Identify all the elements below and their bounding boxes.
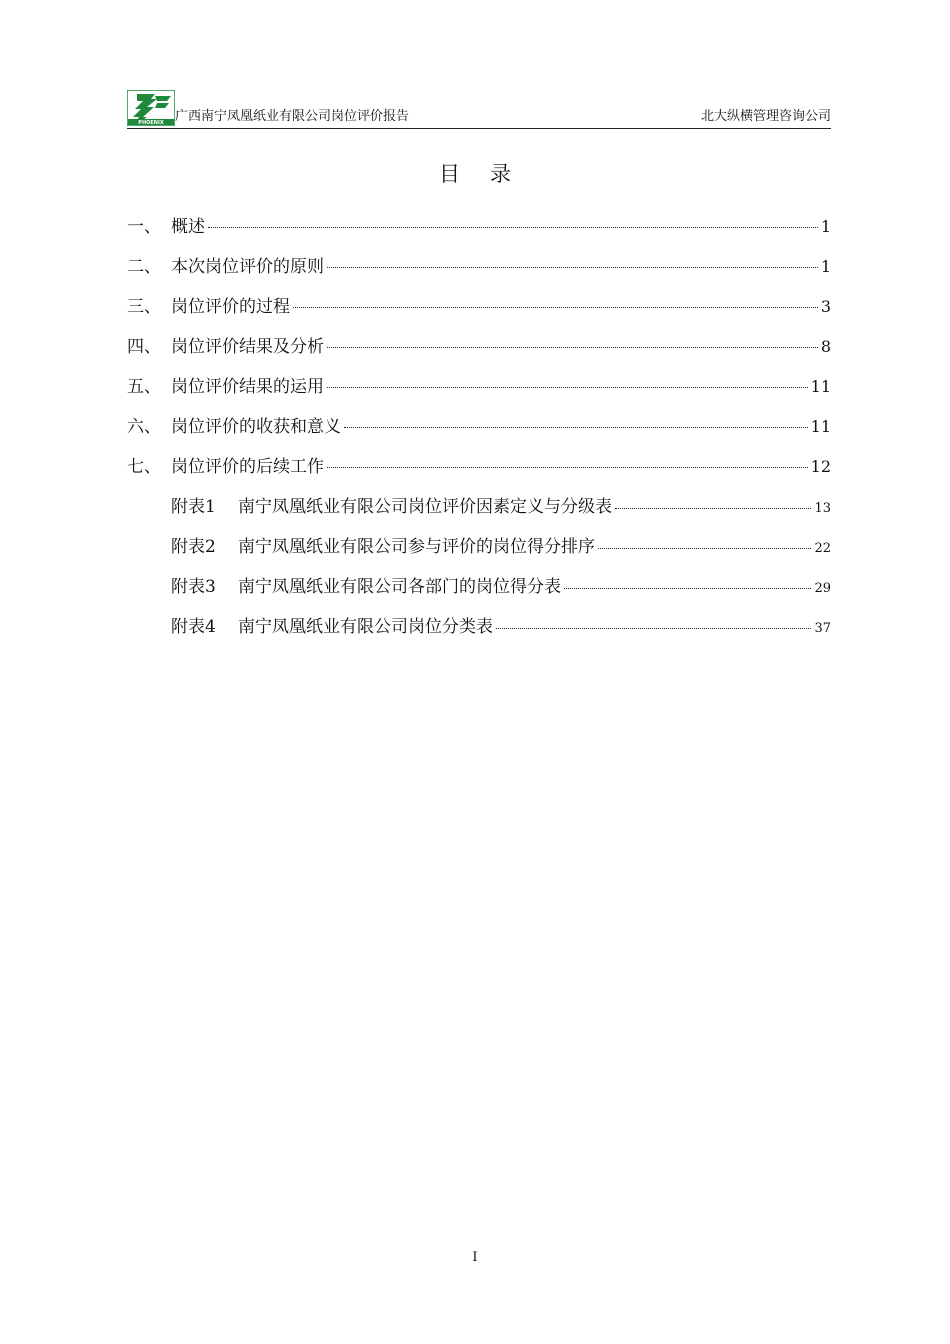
toc-appendix-label: 南宁凤凰纸业有限公司岗位评价因素定义与分级表 [238, 497, 612, 517]
toc-appendix-prefix: 附表4 [171, 617, 216, 637]
toc-entry[interactable] [127, 452, 831, 492]
toc-entry-label: 概述 [171, 217, 205, 237]
dot-leader [327, 467, 808, 468]
toc-appendix-entry[interactable] [127, 492, 831, 532]
table-of-contents [127, 212, 831, 652]
toc-entry-label: 本次岗位评价的原则 [171, 257, 324, 277]
logo-text: PHOENIX [138, 120, 164, 126]
toc-entry[interactable] [127, 412, 831, 452]
dot-leader [344, 427, 808, 428]
header-report-title: 广西南宁凤凰纸业有限公司岗位评价报告 [175, 109, 410, 124]
toc-entry-label: 岗位评价的过程 [171, 297, 290, 317]
dot-leader [327, 347, 818, 348]
toc-entry[interactable] [127, 252, 831, 292]
toc-appendix-entry[interactable] [127, 572, 831, 612]
header-company-name: 北大纵横管理咨询公司 [700, 109, 831, 124]
toc-entry[interactable] [127, 332, 831, 372]
toc-appendix-page: 13 [814, 501, 831, 516]
dot-leader [327, 267, 818, 268]
toc-appendix-label: 南宁凤凰纸业有限公司参与评价的岗位得分排序 [238, 537, 595, 557]
toc-appendix-page: 22 [814, 541, 831, 556]
dot-leader [327, 387, 808, 388]
toc-entry-number: 七、 [127, 457, 161, 477]
toc-entry-label: 岗位评价的后续工作 [171, 457, 324, 477]
toc-title: 目录 [439, 162, 541, 186]
toc-entry[interactable] [127, 372, 831, 412]
toc-entry-number: 五、 [127, 377, 161, 397]
page-header [127, 88, 831, 129]
toc-entry[interactable] [127, 292, 831, 332]
toc-entry[interactable] [127, 212, 831, 252]
dot-leader [615, 508, 811, 509]
toc-entry-number: 六、 [127, 417, 161, 437]
toc-entry-label: 岗位评价结果的运用 [171, 377, 324, 397]
toc-appendix-label: 南宁凤凰纸业有限公司岗位分类表 [238, 617, 493, 637]
toc-entry-page: 3 [820, 297, 831, 316]
toc-entry-label: 岗位评价的收获和意义 [171, 417, 341, 437]
toc-appendix-prefix: 附表3 [171, 577, 216, 597]
toc-appendix-entry[interactable] [127, 612, 831, 652]
toc-appendix-label: 南宁凤凰纸业有限公司各部门的岗位得分表 [238, 577, 561, 597]
dot-leader [598, 548, 811, 549]
toc-entry-page: 11 [810, 377, 831, 396]
toc-appendix-page: 29 [814, 581, 831, 596]
dot-leader [496, 628, 811, 629]
dot-leader [293, 307, 818, 308]
dot-leader [208, 227, 818, 228]
phoenix-logo-icon [127, 90, 175, 126]
toc-appendix-page: 37 [814, 621, 831, 636]
toc-entry-page: 11 [810, 417, 831, 436]
toc-entry-page: 1 [820, 217, 831, 236]
toc-entry-number: 四、 [127, 337, 161, 357]
toc-appendix-entry[interactable] [127, 532, 831, 572]
toc-entry-page: 12 [810, 457, 831, 476]
page-number: I [472, 1250, 478, 1265]
toc-entry-label: 岗位评价结果及分析 [171, 337, 324, 357]
toc-entry-number: 三、 [127, 297, 161, 317]
toc-entry-number: 二、 [127, 257, 161, 277]
toc-appendix-prefix: 附表2 [171, 537, 216, 557]
toc-entry-number: 一、 [127, 217, 161, 237]
toc-entry-page: 8 [820, 337, 831, 356]
dot-leader [564, 588, 811, 589]
toc-appendix-prefix: 附表1 [171, 497, 216, 517]
toc-entry-page: 1 [820, 257, 831, 276]
